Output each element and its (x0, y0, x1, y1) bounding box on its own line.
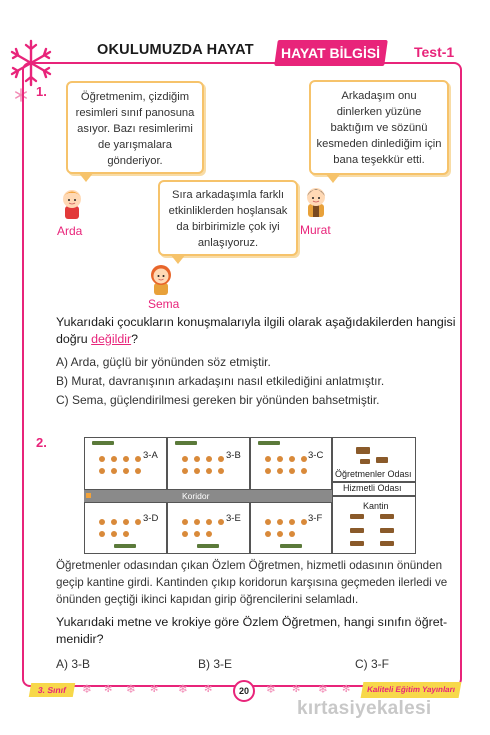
bubble-line: baktığım ve sözünü (330, 122, 428, 134)
q2-option-c[interactable]: C) 3-F (355, 657, 389, 671)
room-label: 3-B (226, 450, 241, 461)
test-label: Test-1 (414, 44, 455, 60)
sema-avatar (148, 262, 174, 296)
subject-badge (274, 40, 388, 66)
entrance-mark (86, 493, 91, 498)
snowflake-icon: ❄ (266, 682, 277, 696)
question-number-2: 2. (36, 435, 47, 450)
bubble-line: gönderiyor. (107, 155, 163, 167)
question-line (56, 331, 456, 348)
classroom-3c (250, 437, 332, 490)
snowflake-icon: ❄ (318, 682, 329, 696)
q1-option-c[interactable]: C) Sema, güçlendirilmesi gereken bir yönünden bahsetmiştir. (56, 393, 380, 407)
question-fragment: doğru (56, 332, 92, 346)
negation-word: değildir (91, 332, 132, 346)
bubble-line: de yarışmalara (98, 139, 172, 151)
murat-avatar (303, 184, 329, 218)
snowflake-icon: ✻ (150, 684, 159, 695)
bubble-line: dinlerken yüzüne (336, 106, 422, 118)
room-label: 3-E (226, 513, 241, 524)
bubble-line: Sıra arkadaşımla farklı (172, 189, 284, 201)
paragraph-line: geçip kantine girdi. Kantinden çıkıp koridorun karşısına geçmeden ilerledi ve (56, 576, 448, 589)
room-label: 3-D (143, 513, 159, 524)
speech-bubble-arda (66, 81, 204, 174)
snowflake-icon: ❄ (82, 682, 93, 696)
speech-bubble-sema (158, 180, 298, 256)
classroom-3b (167, 437, 250, 490)
page-title: OKULUMUZDA HAYAT (97, 42, 254, 58)
school-floor-plan (84, 437, 416, 554)
page-number: 20 (233, 680, 255, 702)
snowflake-icon: ✻ (204, 684, 213, 695)
watermark-text: kırtasiyekalesi (297, 698, 432, 719)
grade-badge: 3. Sınıf (29, 683, 75, 697)
question-2-text (56, 614, 456, 648)
snowflake-icon: ❄ (178, 682, 189, 696)
subject-label: HAYAT BİLGİSİ (281, 45, 381, 61)
q1-option-a[interactable]: A) Arda, güçlü bir yönünden söz etmiştir. (56, 355, 271, 369)
teachers-room (332, 437, 416, 482)
q1-option-b[interactable]: B) Murat, davranışının arkadaşını nasıl etkilediğini anlatmıştır. (56, 374, 385, 388)
canteen (332, 496, 416, 554)
name-murat: Murat (300, 223, 331, 237)
classroom-3e (167, 502, 250, 554)
room-label: 3-C (308, 450, 324, 461)
classroom-3f (250, 502, 332, 554)
corridor-label: Koridor (182, 491, 210, 501)
bubble-line: kesmeden dinlediğim için (316, 138, 442, 150)
snowflake-icon: ❄ (126, 682, 137, 696)
room-label: 3-F (308, 513, 323, 524)
room-label: Kantin (363, 501, 389, 511)
q2-option-b[interactable]: B) 3-E (198, 657, 233, 671)
question-fragment: ? (131, 332, 138, 346)
staff-room (332, 482, 416, 496)
room-label: 3-A (143, 450, 158, 461)
question-number-1: 1. (36, 84, 47, 99)
room-label: Öğretmenler Odası (335, 469, 412, 479)
question-line: Yukarıdaki metne ve krokiye göre Özlem Öğretmen, hangi sınıfın öğret- (56, 615, 448, 629)
question-line: menidir? (56, 632, 104, 646)
snowflake-icon: ✻ (104, 684, 113, 695)
q2-option-a[interactable]: A) 3-B (56, 657, 91, 671)
bubble-line: anlaşıyoruz. (197, 237, 259, 249)
question-1-text (56, 314, 456, 348)
speech-bubble-murat (309, 80, 449, 175)
bubble-line: etkinliklerden hoşlansak (168, 205, 288, 217)
bubble-line: resimleri sınıf panosuna (75, 107, 195, 119)
name-sema: Sema (148, 297, 180, 311)
bubble-line: Öğretmenim, çizdiğim (80, 91, 190, 103)
snowflake-icon: ✻ (342, 684, 351, 695)
bubble-line: asıyor. Bazı resimlerimi (77, 123, 193, 135)
paragraph-line: Öğretmenler odasından çıkan Özlem Öğretmen, hizmetli odasının önünden (56, 559, 443, 572)
q2-paragraph (56, 557, 456, 608)
bubble-line: da birbirimizle çok iyi (176, 221, 280, 233)
bubble-line: bana teşekkür etti. (333, 154, 425, 166)
snowflake-icon: ✻ (292, 684, 301, 695)
question-line: Yukarıdaki çocukların konuşmalarıyla ilgili olarak aşağıdakilerden hangisi (56, 315, 456, 329)
room-label: Hizmetli Odası (343, 483, 402, 493)
classroom-3a (84, 437, 167, 490)
classroom-3d (84, 502, 167, 554)
publisher-badge: Kaliteli Eğitim Yayınları (361, 682, 462, 698)
name-arda: Arda (57, 224, 83, 238)
bubble-line: Arkadaşım onu (341, 90, 417, 102)
corridor (84, 490, 332, 502)
paragraph-line: önünden geçtiği ikinci kapıdan girip öğrencilerini selamladı. (56, 593, 359, 606)
arda-avatar (59, 186, 85, 220)
